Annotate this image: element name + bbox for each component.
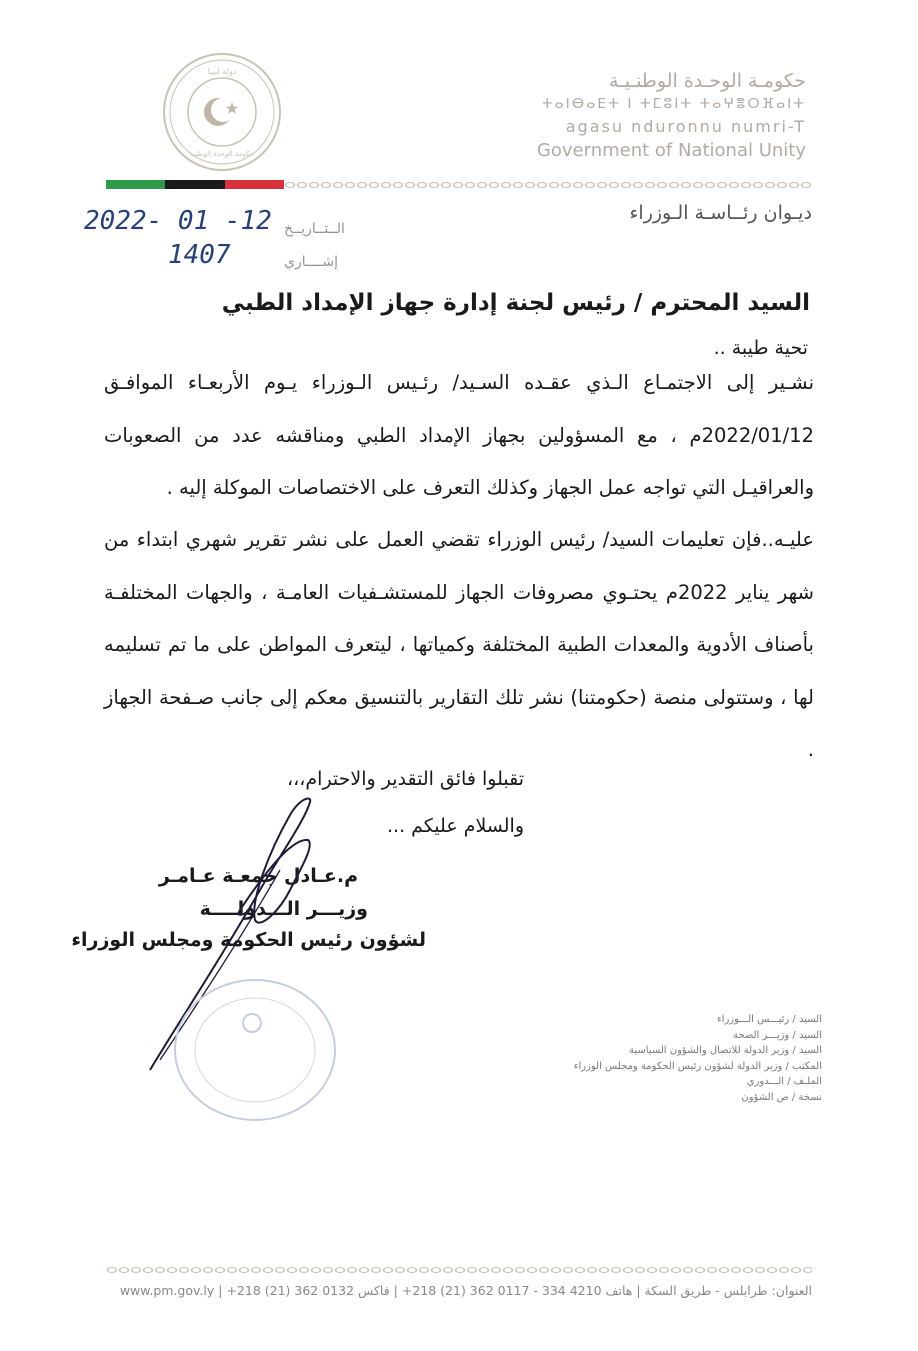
svg-text:حكومة الوحدة الوطنية: حكومة الوحدة الوطنية xyxy=(189,150,255,158)
flag-stripe-green xyxy=(106,180,165,189)
official-stamp xyxy=(170,975,340,1125)
government-name-arabic: حكومـة الوحـدة الوطنـيـة xyxy=(609,70,806,92)
government-seal xyxy=(160,50,284,174)
footer-fax-label: فاكس xyxy=(358,1283,390,1298)
signatory-name: م.عـادل جمعـة عـامـر xyxy=(158,865,358,887)
cc-item: الملـف / الـــدوري xyxy=(746,1076,822,1087)
government-name-amazigh-latin: agasu nduronnu numri-T xyxy=(565,117,806,136)
footer-ornament-divider xyxy=(106,1266,812,1274)
seal-lettering: دولة ليبيا xyxy=(207,67,237,76)
flag-bar xyxy=(106,180,284,189)
greeting: تحية طيبة .. xyxy=(713,337,808,359)
footer-phone-label: هاتف xyxy=(605,1283,633,1298)
cc-item: نسخة / ص الشؤون xyxy=(741,1091,822,1103)
government-name-english: Government of National Unity xyxy=(536,140,806,161)
closing-regards: تقبلوا فائق التقدير والاحترام،،، xyxy=(287,768,524,790)
cc-item: السيد / وزير الدولة للاتصال والشؤون السياسية xyxy=(629,1045,822,1056)
signatory-portfolio: لشؤون رئيس الحكومة ومجلس الوزراء xyxy=(71,929,426,951)
footer-fax: +218 (21) 362 0132 xyxy=(226,1283,355,1298)
footer-phone: +218 (21) 362 0117 - 334 4210 xyxy=(401,1283,602,1298)
cc-distribution-list xyxy=(573,1012,822,1105)
footer-website: www.pm.gov.ly xyxy=(119,1283,215,1298)
cc-item: السيد / رئيـــس الـــوزراء xyxy=(716,1014,822,1025)
flag-stripe-red xyxy=(225,180,284,189)
date-label: الــتــاريــخ xyxy=(284,221,345,237)
government-name-tifinagh: ⵜⴰⵏⴱⴰⴹⵜ ⵏ ⵜⵎⵓⵏⵜ ⵜⴰⵖⴻⵔⴼⴰⵏⵜ xyxy=(541,96,806,112)
footer-contact: العنوان: طرابلس - طريق السكة | هاتف +218 (21) 362 0117 - 334 4210 | فاكس +218 (21) 362 0132 | www.pm.gov.ly xyxy=(119,1283,812,1298)
paragraph-instructions: عليـه..فإن تعليمات السيد/ رئيس الوزراء تقضي العمل على نشر تقرير شهري ابتداء من شهر يناير 2022م يحتـوي مصروفات الجهاز للمستشـفيات العامـة ، والجهات المختلفـة بأصناف الأدوية والمعدات الطبية المختلفة وكمياتها ، ليتعرف المواطن على ما تم تسليمه لها ، وستتولى منصة (حكومتنا) نشر تلك التقارير بالتنسيق معكم إلى جانب صـفحة الجهاز . xyxy=(104,528,814,761)
closing-salam: والسلام عليكم ... xyxy=(387,815,524,837)
cc-item: المكتب / وزير الدولة لشؤون رئيس الحكومة ومجلس الوزراء xyxy=(573,1060,822,1072)
footer-address: العنوان: طرابلس - طريق السكة xyxy=(644,1283,812,1298)
reference-label: إشــــاري xyxy=(284,254,339,270)
flag-stripe-black xyxy=(165,180,224,189)
header-ornament-divider xyxy=(284,181,812,189)
date-value-handwritten: 2022- 01 -12 xyxy=(84,206,272,236)
signatory-title: وزيـــر الـــدولــــة xyxy=(199,898,368,920)
office-name: ديـوان رئــاسـة الـوزراء xyxy=(629,202,812,224)
cc-item: السيد / وزيـــر الصحة xyxy=(733,1029,822,1041)
recipient-line: السيد المحترم / رئيس لجنة إدارة جهاز الإمداد الطبي xyxy=(221,290,810,316)
paragraph-meeting: نشـير إلى الاجتمـاع الـذي عقـده السـيد/ رئـيس الـوزراء يـوم الأربعـاء الموافـق 2022/01/12م ، مع المسؤولين بجهاز الإمداد الطبي ومناقشه عدد من الصعوبات والعراقيـل التي تواجه عمل الجهاز وكذلك التعرف على الاختصاصات الموكلة إليه . xyxy=(104,371,814,499)
reference-number-handwritten: 1407 xyxy=(168,240,231,270)
